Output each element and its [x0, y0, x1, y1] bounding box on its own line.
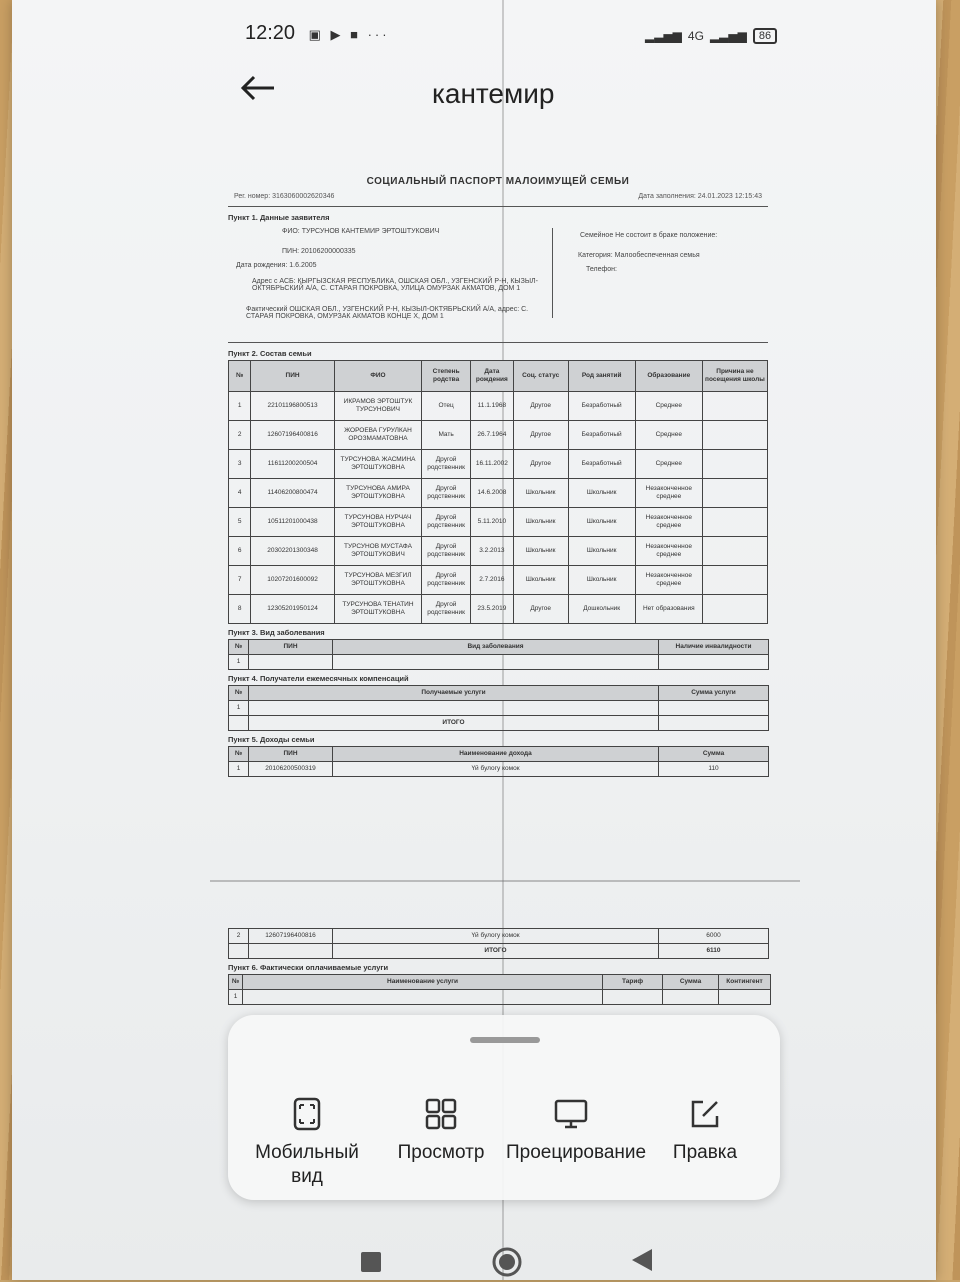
status-bar: [245, 22, 390, 45]
family-col-header: ФИО: [334, 361, 421, 392]
col-services: Получаемые услуги: [249, 686, 659, 701]
arrow-left-icon[interactable]: [240, 70, 276, 112]
family-cell: Другое: [513, 392, 568, 421]
family-col-header: Образование: [635, 361, 702, 392]
cell: 1: [229, 990, 243, 1005]
page-title: кантемир: [432, 78, 555, 109]
recents-square-icon[interactable]: [360, 1251, 382, 1278]
family-cell: Другое: [513, 450, 568, 479]
family-col-header: №: [229, 361, 251, 392]
cell: [249, 655, 333, 670]
family-cell: [702, 508, 767, 537]
family-cell: 12607196400816: [251, 421, 334, 450]
family-col-header: ПИН: [251, 361, 334, 392]
family-col-header: Причина не посещения школы: [702, 361, 767, 392]
applicant-fio: ФИО: ТУРСУНОВ КАНТЕМИР ЭРТОШТУКОВИЧ: [282, 228, 440, 235]
income-table-continued: [228, 928, 769, 959]
projection-label: Проецирование: [506, 1142, 647, 1163]
family-cell: 11611200200504: [251, 450, 334, 479]
col-service-name: Наименование услуги: [243, 975, 603, 990]
family-cell: ТУРСУНОВА МЕЗГИЛ ЭРТОШТУКОВНА: [334, 566, 421, 595]
phone: Телефон:: [586, 266, 617, 273]
family-cell: Школьник: [513, 479, 568, 508]
family-cell: Безработный: [568, 392, 635, 421]
family-cell: 7: [229, 566, 251, 595]
mobile-view-icon: [293, 1097, 321, 1136]
family-cell: Другой родственник: [422, 479, 471, 508]
family-cell: Нет образования: [635, 595, 702, 624]
section6-heading: Пункт 6. Фактически оплачиваемые услуги: [228, 963, 389, 972]
family-cell: Школьник: [568, 566, 635, 595]
table-row: [229, 421, 768, 450]
family-cell: Другой родственник: [422, 595, 471, 624]
family-cell: Среднее: [635, 392, 702, 421]
col-num: №: [229, 747, 249, 762]
table-row: [229, 508, 768, 537]
preview-button[interactable]: [376, 1097, 506, 1165]
table-row: [229, 450, 768, 479]
family-cell: Другое: [513, 595, 568, 624]
family-cell: Дошкольник: [568, 595, 635, 624]
family-cell: [702, 421, 767, 450]
family-cell: Незаконченное среднее: [635, 566, 702, 595]
cell: Үй булогу комок: [333, 929, 659, 944]
col-pin: ПИН: [249, 640, 333, 655]
cell: 2: [229, 929, 249, 944]
signal-icon-2: ▂▃▅▆: [709, 29, 747, 43]
mobile-view-button[interactable]: [242, 1097, 372, 1189]
applicant-birth: Дата рождения: 1.6.2005: [236, 262, 317, 269]
family-cell: Школьник: [568, 508, 635, 537]
family-cell: 2.7.2016: [471, 566, 514, 595]
table-row: [229, 566, 768, 595]
applicant-address-fact: Фактический ОШСКАЯ ОБЛ., УЗГЕНСКИЙ Р-Н, КЫЗЫЛ-ОКТЯБРЬСКИЙ А/А, адрес: С. СТАРАЯ ПОКРОВКА, ОМУРЗАК АКМАТОВ КОНЦЕ Х, ДОМ 1: [246, 306, 529, 320]
table-row: [229, 392, 768, 421]
family-cell: [702, 450, 767, 479]
family-cell: Среднее: [635, 450, 702, 479]
applicant-address-asb: Адрес с АСБ: КЫРГЫЗСКАЯ РЕСПУБЛИКА, ОШСКАЯ ОБЛ., УЗГЕНСКИЙ Р-Н, КЫЗЫЛ-ОКТЯБРЬСКИЙ А/А, С. СТАРАЯ ПОКРОВКА, УЛИЦА ОМУРЗАК АКМАТОВ, ДОМ 1: [252, 278, 538, 292]
family-cell: [702, 479, 767, 508]
family-cell: 3: [229, 450, 251, 479]
table-row: [229, 595, 768, 624]
family-cell: Школьник: [513, 566, 568, 595]
family-cell: 10511201000438: [251, 508, 334, 537]
network-type: 4G: [687, 29, 704, 43]
table-row: [229, 479, 768, 508]
col-contingent: Контингент: [719, 975, 771, 990]
family-cell: [702, 392, 767, 421]
top-bar: [240, 70, 760, 120]
system-nav-bar: [0, 1225, 960, 1280]
family-cell: 10207201600092: [251, 566, 334, 595]
family-cell: 11.1.1968: [471, 392, 514, 421]
family-cell: Другой родственник: [422, 450, 471, 479]
family-cell: Незаконченное среднее: [635, 479, 702, 508]
cell: 110: [659, 762, 769, 777]
col-num: №: [229, 975, 243, 990]
family-cell: 5: [229, 508, 251, 537]
income-table: [228, 746, 769, 777]
total-label: ИТОГО: [333, 944, 659, 959]
col-income: Наименование дохода: [333, 747, 659, 762]
family-cell: ТУРСУНОВ МУСТАФА ЭРТОШТУКОВИЧ: [334, 537, 421, 566]
marital-status: Семейное Не состоит в браке положение:: [580, 232, 718, 239]
family-cell: 23.5.2019: [471, 595, 514, 624]
notification-icons: ▣ ▶ ■ ···: [308, 27, 390, 42]
projection-button[interactable]: [506, 1097, 647, 1165]
cell: 1: [229, 701, 249, 716]
section3-heading: Пункт 3. Вид заболевания: [228, 628, 325, 637]
family-col-header: Степень родства: [422, 361, 471, 392]
family-col-header: Род занятий: [568, 361, 635, 392]
document-preview: [222, 176, 774, 837]
monitor-icon: [554, 1098, 588, 1135]
section4-heading: Пункт 4. Получатели ежемесячных компенсаций: [228, 674, 409, 683]
family-cell: 2: [229, 421, 251, 450]
fill-date: Дата заполнения: 24.01.2023 12:15:43: [638, 193, 762, 200]
mobile-view-label: Мобильный вид: [255, 1142, 359, 1187]
family-cell: Безработный: [568, 450, 635, 479]
cell: 6000: [659, 929, 769, 944]
family-cell: 12305201950124: [251, 595, 334, 624]
services-table: [228, 974, 771, 1005]
family-cell: 22101196800513: [251, 392, 334, 421]
family-col-header: Дата рождения: [471, 361, 514, 392]
cell: 1: [229, 762, 249, 777]
family-cell: Школьник: [513, 537, 568, 566]
col-num: №: [229, 686, 249, 701]
col-tariff: Тариф: [603, 975, 663, 990]
family-cell: 26.7.1964: [471, 421, 514, 450]
family-cell: Среднее: [635, 421, 702, 450]
family-cell: Другой родственник: [422, 537, 471, 566]
section5-heading: Пункт 5. Доходы семьи: [228, 735, 315, 744]
family-cell: [702, 595, 767, 624]
applicant-info: [222, 224, 774, 336]
cell: 12607196400816: [249, 929, 333, 944]
cell: 1: [229, 655, 249, 670]
grid-icon: [425, 1098, 457, 1135]
cell: [659, 655, 769, 670]
family-cell: Школьник: [568, 537, 635, 566]
family-cell: 14.6.2008: [471, 479, 514, 508]
disease-table: [228, 639, 769, 670]
status-right: [645, 28, 777, 44]
family-cell: [702, 537, 767, 566]
edit-button[interactable]: [640, 1097, 770, 1165]
family-cell: Отец: [422, 392, 471, 421]
status-time: 12:20: [245, 22, 296, 44]
document-title: СОЦИАЛЬНЫЙ ПАСПОРТ МАЛОИМУЩЕЙ СЕМЬИ: [366, 176, 630, 187]
signal-icon: ▂▃▅▆: [645, 29, 682, 43]
family-cell: ТУРСУНОВА ЖАСМИНА ЭРТОШТУКОВНА: [334, 450, 421, 479]
family-cell: Школьник: [568, 479, 635, 508]
family-cell: ЖОРОЕВА ГУРУЛКАН ОРОЗМАМАТОВНА: [334, 421, 421, 450]
bottom-action-sheet: [228, 1015, 780, 1200]
col-disability: Наличие инвалидности: [659, 640, 769, 655]
section1-heading: Пункт 1. Данные заявителя: [228, 213, 330, 222]
family-cell: Незаконченное среднее: [635, 508, 702, 537]
home-circle-icon[interactable]: [492, 1247, 522, 1282]
family-table: [228, 360, 768, 624]
col-num: №: [229, 640, 249, 655]
family-cell: [702, 566, 767, 595]
family-cell: 3.2.2013: [471, 537, 514, 566]
family-cell: ТУРСУНОВА АМИРА ЭРТОШТУКОВНА: [334, 479, 421, 508]
reg-number: Рег. номер: 3163060002620346: [234, 193, 335, 200]
document-page-2: [222, 928, 774, 1005]
compensation-table: [228, 685, 769, 731]
family-cell: 20302201300348: [251, 537, 334, 566]
family-cell: ИКРАМОВ ЭРТОШТУК ТУРСУНОВИЧ: [334, 392, 421, 421]
family-col-header: Соц. статус: [513, 361, 568, 392]
family-cell: Другой родственник: [422, 566, 471, 595]
family-cell: Безработный: [568, 421, 635, 450]
family-cell: Другое: [513, 421, 568, 450]
col-sum: Сумма услуги: [659, 686, 769, 701]
col-disease: Вид заболевания: [333, 640, 659, 655]
preview-label: Просмотр: [397, 1142, 485, 1163]
family-cell: ТУРСУНОВА ТЕНАТИН ЭРТОШТУКОВНА: [334, 595, 421, 624]
col-sum: Сумма: [659, 747, 769, 762]
edit-label: Правка: [672, 1142, 738, 1163]
cell: [333, 655, 659, 670]
section2-heading: Пункт 2. Состав семьи: [228, 349, 312, 358]
family-cell: Мать: [422, 421, 471, 450]
family-cell: ТУРСУНОВА НУРЧАЧ ЭРТОШТУКОВНА: [334, 508, 421, 537]
family-cell: 16.11.2002: [471, 450, 514, 479]
back-triangle-icon[interactable]: [630, 1247, 654, 1278]
family-cell: Другой родственник: [422, 508, 471, 537]
cell: [249, 701, 659, 716]
table-row: [229, 537, 768, 566]
family-cell: 4: [229, 479, 251, 508]
total-label: ИТОГО: [249, 716, 659, 731]
cell: 20106200500319: [249, 762, 333, 777]
page-break-line: [210, 880, 800, 882]
family-cell: Незаконченное среднее: [635, 537, 702, 566]
col-pin: ПИН: [249, 747, 333, 762]
total-value: 6110: [659, 944, 769, 959]
col-sum: Сумма: [663, 975, 719, 990]
family-cell: 5.11.2010: [471, 508, 514, 537]
cell: Үй булогу комок: [333, 762, 659, 777]
sheet-drag-handle[interactable]: [470, 1037, 540, 1043]
family-cell: Школьник: [513, 508, 568, 537]
family-cell: 6: [229, 537, 251, 566]
family-category: Категория: Малообеспеченная семья: [578, 252, 700, 259]
family-cell: 11406200800474: [251, 479, 334, 508]
applicant-pin: ПИН: 20106200000335: [282, 248, 356, 255]
family-cell: 8: [229, 595, 251, 624]
battery-icon: 86: [753, 28, 777, 44]
cell: [659, 701, 769, 716]
family-cell: 1: [229, 392, 251, 421]
edit-icon: [689, 1098, 721, 1135]
